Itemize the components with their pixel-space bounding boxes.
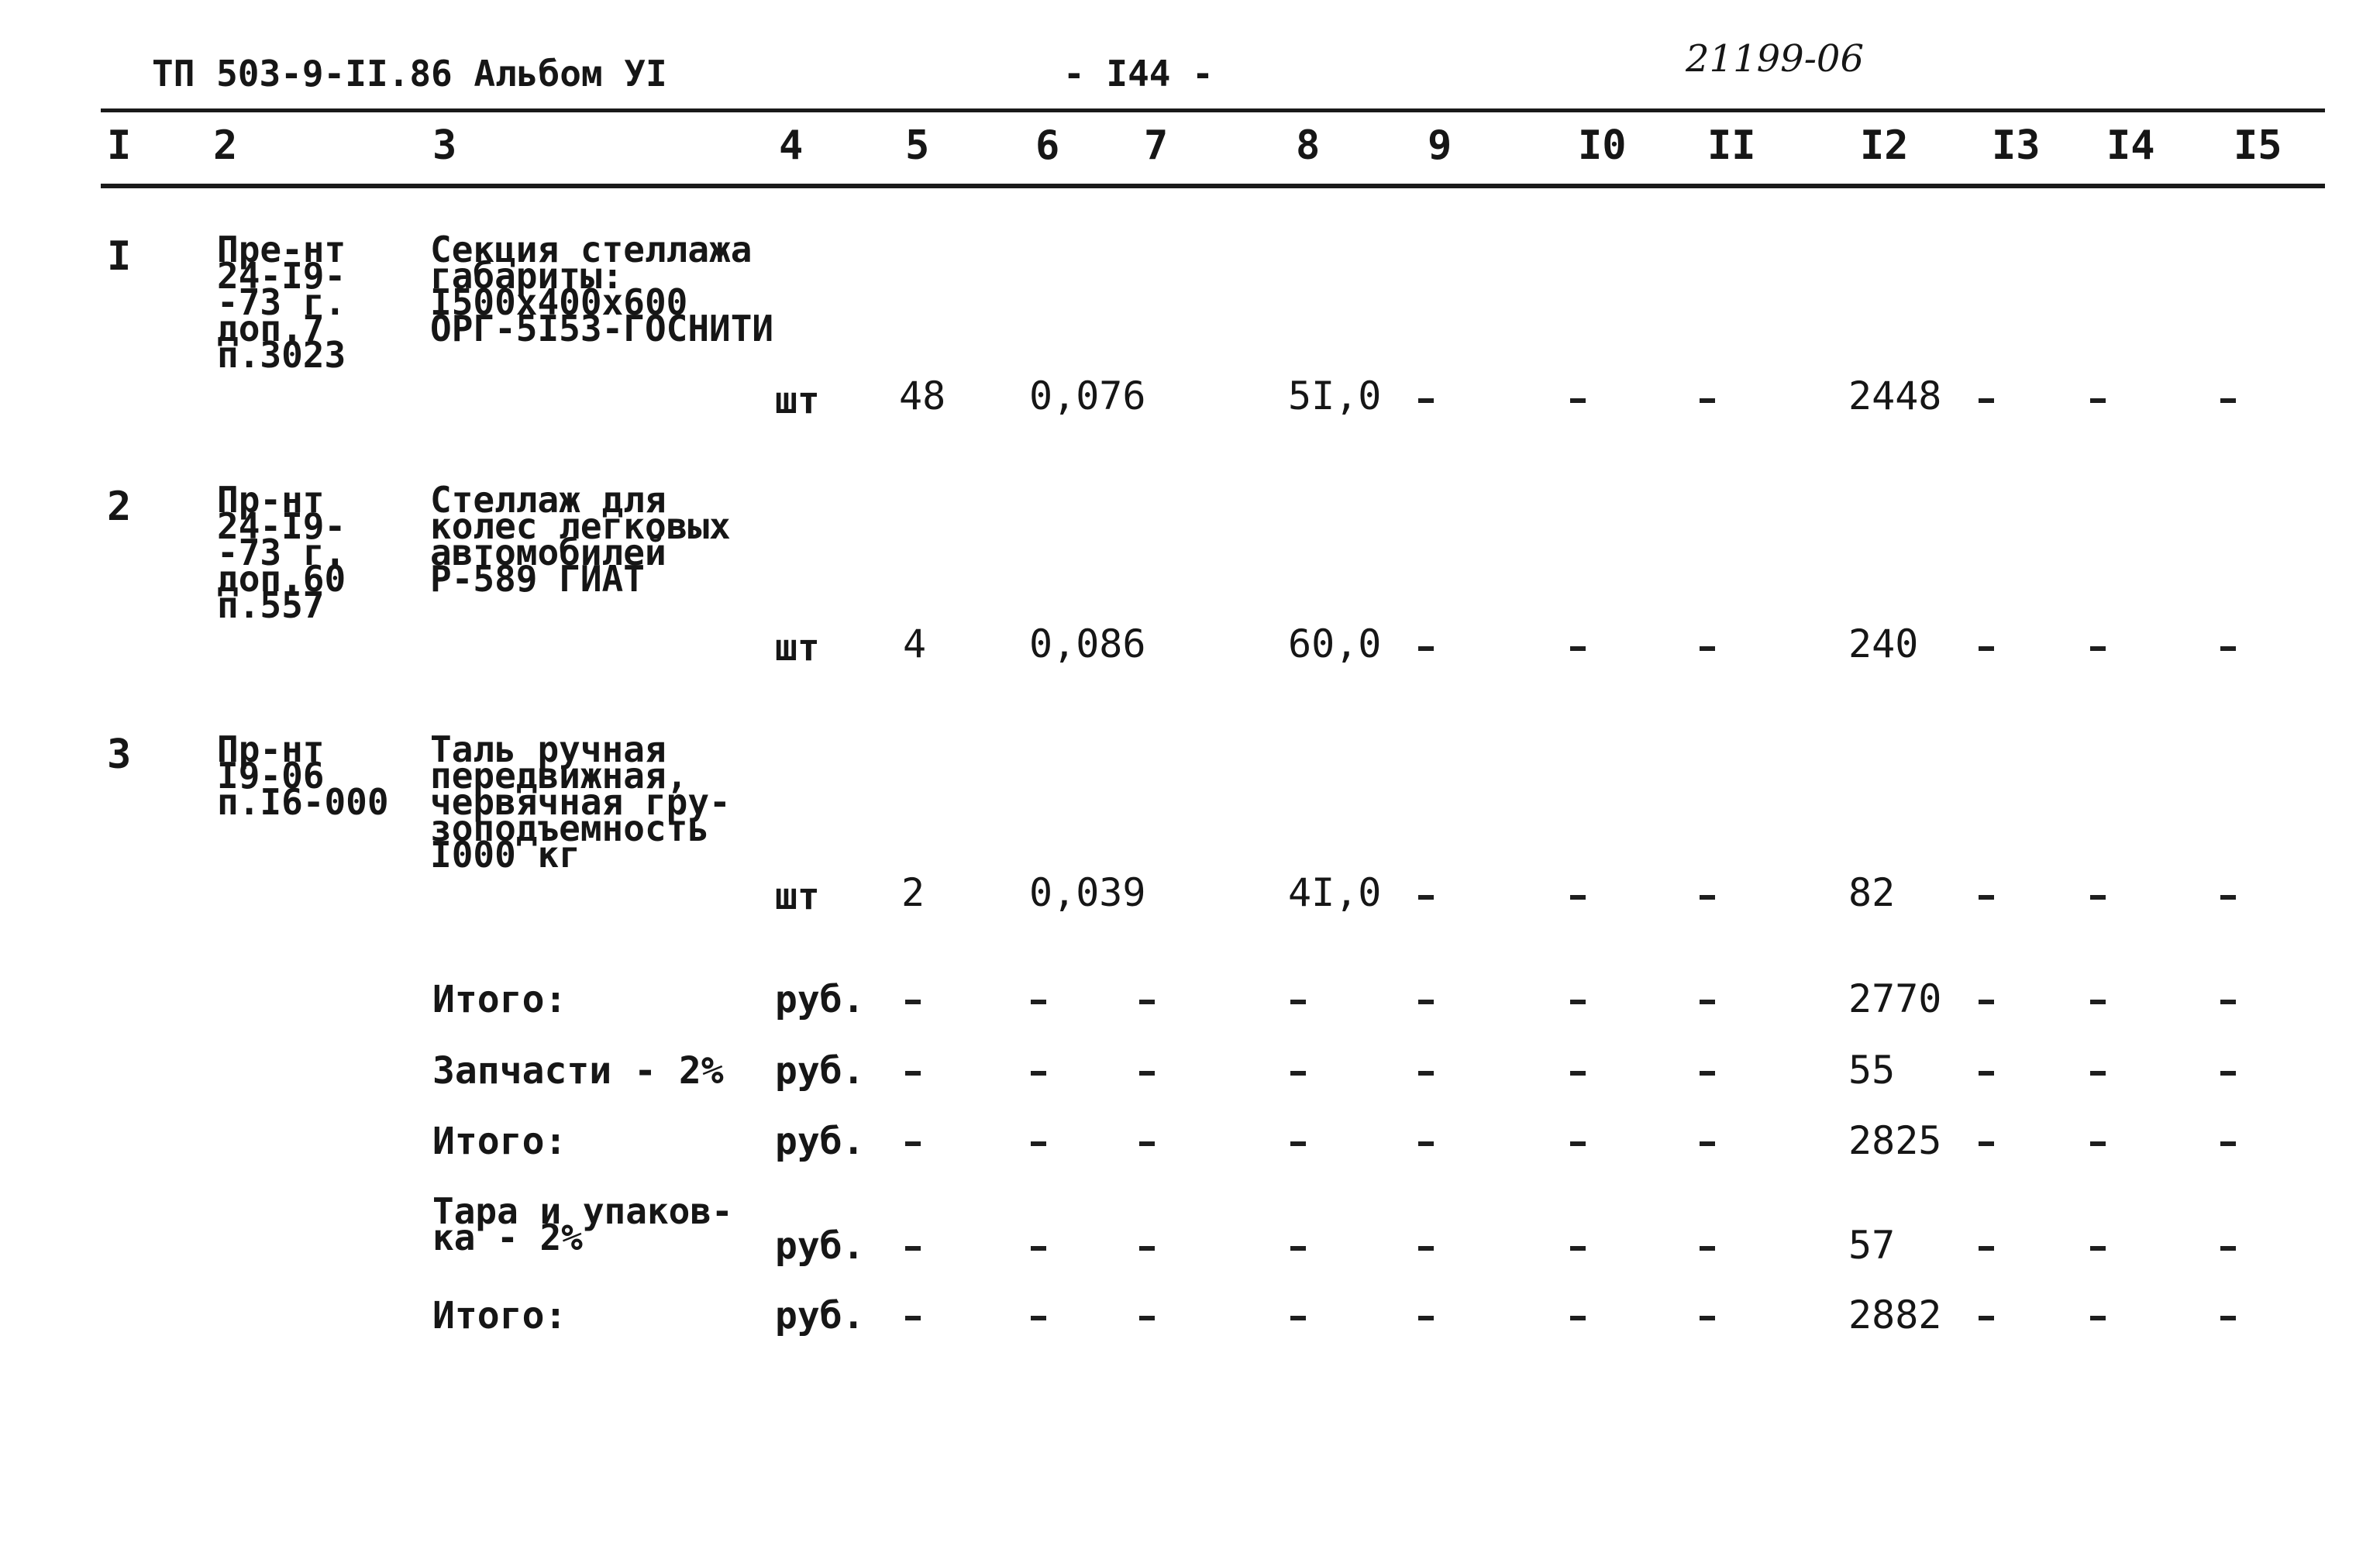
empty-cell-dash	[2090, 646, 2106, 651]
empty-cell-dash	[1031, 1000, 1046, 1004]
empty-cell-dash	[1031, 1071, 1046, 1076]
empty-cell-dash	[1700, 1071, 1715, 1076]
empty-cell-dash	[2090, 895, 2106, 900]
empty-cell-dash	[2090, 1316, 2106, 1320]
summary-unit: руб.	[775, 978, 865, 1021]
empty-cell-dash	[1979, 1071, 1994, 1076]
summary-unit: руб.	[775, 1049, 865, 1093]
empty-cell-dash	[1031, 1141, 1046, 1146]
empty-cell-dash	[2090, 398, 2106, 403]
empty-cell-dash	[1570, 1071, 1586, 1076]
empty-cell-dash	[1979, 1246, 1994, 1251]
summary-label: Итого:	[432, 978, 567, 1021]
row-number: 3	[107, 732, 132, 778]
summary-total: 2825	[1848, 1118, 1942, 1163]
column-number: 2	[213, 122, 238, 169]
summary-total: 57	[1848, 1223, 1896, 1268]
summary-total: 55	[1848, 1048, 1896, 1093]
row-reference: Пр-нт 24-I9- -73 г. доп.60 п.557	[217, 479, 346, 626]
empty-cell-dash	[1700, 1246, 1715, 1251]
row-item-name: Секция стеллажа габариты: I500х400х600 ОРГ-5I53-ГОСНИТИ	[430, 229, 774, 349]
empty-cell-dash	[1570, 895, 1586, 900]
row-col6: 0,086	[1029, 621, 1146, 666]
row-number: 2	[107, 484, 132, 530]
empty-cell-dash	[905, 1141, 921, 1146]
column-number: I4	[2106, 122, 2155, 169]
empty-cell-dash	[1979, 646, 1994, 651]
empty-cell-dash	[1700, 646, 1715, 651]
row-reference: Пр-нт I9-06 п.I6-000	[217, 728, 389, 823]
row-col8: 60,0	[1288, 621, 1382, 666]
empty-cell-dash	[1700, 1000, 1715, 1004]
empty-cell-dash	[1700, 1316, 1715, 1320]
top-rule	[101, 108, 2325, 112]
empty-cell-dash	[2220, 646, 2236, 651]
row-unit: шт	[775, 379, 820, 422]
empty-cell-dash	[2090, 1000, 2106, 1004]
empty-cell-dash	[905, 1316, 921, 1320]
empty-cell-dash	[1700, 1141, 1715, 1146]
summary-total: 2882	[1848, 1293, 1942, 1337]
row-col12: 2448	[1848, 374, 1942, 418]
empty-cell-dash	[1418, 398, 1434, 403]
row-col8: 5I,0	[1288, 374, 1382, 418]
column-header-rule	[101, 184, 2325, 188]
row-col8: 4I,0	[1288, 870, 1382, 915]
empty-cell-dash	[1979, 1141, 1994, 1146]
empty-cell-dash	[1418, 895, 1434, 900]
empty-cell-dash	[2220, 1141, 2236, 1146]
summary-label: Запчасти - 2%	[432, 1049, 724, 1093]
row-item-name: Стеллаж для колес легковых автомобилей Р-589 ГИАТ	[430, 479, 731, 600]
empty-cell-dash	[2220, 398, 2236, 403]
column-number: I	[107, 122, 132, 169]
empty-cell-dash	[905, 1071, 921, 1076]
empty-cell-dash	[2090, 1071, 2106, 1076]
empty-cell-dash	[1979, 1000, 1994, 1004]
summary-label: Итого:	[432, 1294, 567, 1337]
row-quantity: 4	[903, 621, 927, 666]
row-item-name: Таль ручная передвижная, червячная гру- зоподъемность I000 кг	[430, 728, 731, 876]
empty-cell-dash	[2090, 1141, 2106, 1146]
row-quantity: 2	[901, 870, 925, 915]
empty-cell-dash	[1418, 1316, 1434, 1320]
handwritten-reference: 21199-06	[1686, 37, 1864, 81]
column-number: 5	[905, 122, 930, 169]
document-code: ТП 503-9-II.86 Альбом УI	[152, 53, 667, 95]
row-unit: шт	[775, 875, 820, 918]
empty-cell-dash	[1700, 398, 1715, 403]
column-number: I2	[1860, 122, 1909, 169]
empty-cell-dash	[2220, 1246, 2236, 1251]
column-number: I5	[2234, 122, 2282, 169]
empty-cell-dash	[2090, 1246, 2106, 1251]
summary-unit: руб.	[775, 1294, 865, 1337]
empty-cell-dash	[905, 1000, 921, 1004]
row-col6: 0,039	[1029, 870, 1146, 915]
column-number: I0	[1578, 122, 1627, 169]
empty-cell-dash	[2220, 1000, 2236, 1004]
column-number: 7	[1144, 122, 1169, 169]
empty-cell-dash	[1139, 1316, 1155, 1320]
empty-cell-dash	[1290, 1000, 1306, 1004]
empty-cell-dash	[1418, 646, 1434, 651]
empty-cell-dash	[1570, 646, 1586, 651]
summary-label: Итого:	[432, 1120, 567, 1163]
summary-unit: руб.	[775, 1224, 865, 1268]
empty-cell-dash	[1418, 1246, 1434, 1251]
empty-cell-dash	[1290, 1141, 1306, 1146]
summary-unit: руб.	[775, 1120, 865, 1163]
column-number: 3	[432, 122, 457, 169]
column-number: 6	[1035, 122, 1060, 169]
empty-cell-dash	[1139, 1141, 1155, 1146]
row-number: I	[107, 233, 132, 280]
column-number: I3	[1992, 122, 2041, 169]
empty-cell-dash	[1570, 1141, 1586, 1146]
empty-cell-dash	[1700, 895, 1715, 900]
row-reference: Пре-нт 24-I9- -73 г. доп.7 п.3023	[217, 229, 346, 376]
row-col12: 82	[1848, 870, 1896, 915]
summary-total: 2770	[1848, 976, 1942, 1021]
empty-cell-dash	[1570, 1000, 1586, 1004]
empty-cell-dash	[2220, 895, 2236, 900]
empty-cell-dash	[1139, 1071, 1155, 1076]
summary-label: Тара и упаков- ка - 2%	[432, 1190, 733, 1258]
row-unit: шт	[775, 626, 820, 670]
empty-cell-dash	[1418, 1000, 1434, 1004]
page-number: - I44 -	[1063, 53, 1214, 95]
empty-cell-dash	[2220, 1316, 2236, 1320]
empty-cell-dash	[1570, 1246, 1586, 1251]
empty-cell-dash	[1979, 895, 1994, 900]
empty-cell-dash	[905, 1246, 921, 1251]
empty-cell-dash	[1979, 1316, 1994, 1320]
empty-cell-dash	[1570, 398, 1586, 403]
column-number: II	[1707, 122, 1756, 169]
empty-cell-dash	[1031, 1246, 1046, 1251]
empty-cell-dash	[1979, 398, 1994, 403]
row-col6: 0,076	[1029, 374, 1146, 418]
column-number: 4	[779, 122, 804, 169]
empty-cell-dash	[1418, 1071, 1434, 1076]
empty-cell-dash	[1570, 1316, 1586, 1320]
row-col12: 240	[1848, 621, 1919, 666]
column-number: 9	[1428, 122, 1452, 169]
empty-cell-dash	[1139, 1000, 1155, 1004]
row-quantity: 48	[899, 374, 946, 418]
empty-cell-dash	[2220, 1071, 2236, 1076]
empty-cell-dash	[1290, 1071, 1306, 1076]
empty-cell-dash	[1290, 1246, 1306, 1251]
empty-cell-dash	[1139, 1246, 1155, 1251]
empty-cell-dash	[1031, 1316, 1046, 1320]
empty-cell-dash	[1418, 1141, 1434, 1146]
column-number: 8	[1296, 122, 1321, 169]
empty-cell-dash	[1290, 1316, 1306, 1320]
